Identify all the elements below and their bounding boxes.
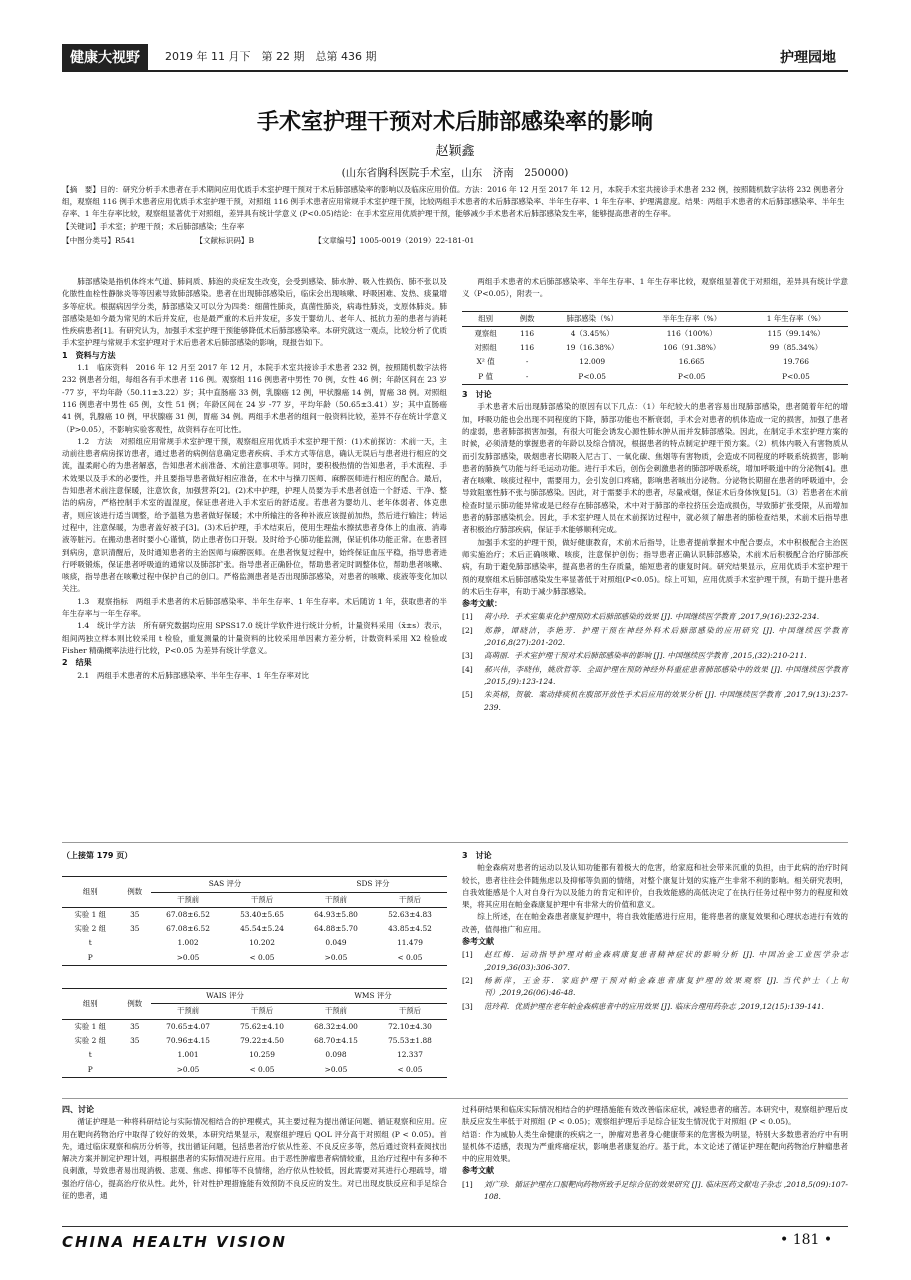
table-cell: 115（99.14%） xyxy=(767,328,825,338)
class-number: 【中图分类号】R541 xyxy=(62,235,136,245)
table-cell: 75.62±4.10 xyxy=(240,1021,284,1031)
table-header: 干预后 xyxy=(250,894,274,904)
reference-item xyxy=(462,625,848,650)
table-cell: 12.337 xyxy=(397,1050,423,1060)
table-cell: 11.479 xyxy=(397,938,423,948)
reference-text: 赵红梅．运动指导护理对帕金森病康复患者精神症状的影响分析 [J]. 中国冶金工业医学杂志 ,2019,36(03):306-307. xyxy=(484,950,848,972)
table-cell: 对照组 xyxy=(474,343,497,353)
reference-number: [4] xyxy=(462,664,473,674)
table-cell: 10.202 xyxy=(249,938,275,948)
table-cell: 1.002 xyxy=(177,938,199,948)
table-cell: - xyxy=(525,357,529,367)
table-cell: 67.08±6.52 xyxy=(166,924,210,934)
issue-info: 2019 年 11 月下 第 22 期 总第 436 期 xyxy=(165,50,377,63)
table-cell: 45.54±5.24 xyxy=(240,924,284,934)
table-cell: 116 xyxy=(520,343,535,353)
table-header: 例数 xyxy=(519,313,535,323)
table-cell: 75.53±1.88 xyxy=(388,1035,432,1045)
reference-text: 杨新萍，王金芬．家庭护理干预对帕金森患者康复护理的效果观察 [J]. 当代护士（上旬刊）,2019,26(06):46-48. xyxy=(484,975,848,998)
table-cell: 10.259 xyxy=(249,1050,275,1060)
reference-number: [1] xyxy=(462,612,473,622)
article-number: 【文章编号】1005-0019（2019）22-181-01 xyxy=(314,235,475,245)
classification-row xyxy=(62,235,848,247)
table-cell: >0.05 xyxy=(176,952,200,962)
table-cell: X² 值 xyxy=(476,357,495,367)
table-cell: 67.08±6.52 xyxy=(166,909,210,919)
section-heading: 四、讨论 xyxy=(62,1105,94,1114)
section-heading: 3 讨论 xyxy=(462,851,492,860)
table-header: 半年生存率（%） xyxy=(662,313,722,323)
paragraph: 1.3 观察指标 两组手术患者的术后肺部感染率、半年生存率、1 年生存率。术后随访 1 年，获取患者的半年生存率与一年生存率。 xyxy=(62,596,447,619)
article-affiliation: (山东省胸科医院手术室，山东 济南 250000) xyxy=(341,167,569,179)
table-cell: 19（16.38%） xyxy=(566,343,619,353)
section-heading: 1 资料与方法 xyxy=(62,350,116,360)
table-row xyxy=(62,1034,447,1048)
table-cell: 0.098 xyxy=(325,1050,347,1060)
table-cell: 116（100%） xyxy=(666,328,717,338)
table-cell: 0.049 xyxy=(325,938,347,948)
reference-item xyxy=(462,611,848,623)
journal-name: 健康大视野 xyxy=(62,44,148,70)
table-cell: 实验 1 组 xyxy=(74,909,107,919)
table-row xyxy=(62,1019,447,1034)
table-cell: 16.665 xyxy=(678,357,705,367)
table-cell xyxy=(119,936,152,950)
article-author: 赵颖鑫 xyxy=(435,144,475,159)
reference-text: 郝兴伟，李晓伟，姚欣哲等．全面护理在预防神经外科重症患者肺部感染中的效果 [J]. 中国继续医学教育 ,2015,(9):123-124. xyxy=(484,664,848,686)
table-cell: < 0.05 xyxy=(397,1064,423,1074)
reference-item xyxy=(462,949,848,974)
table-cell: 43.85±4.52 xyxy=(388,924,432,934)
reference-item xyxy=(462,975,848,1000)
reference-number: [1] xyxy=(462,950,473,960)
references-heading: 参考文献 xyxy=(462,1166,494,1176)
reference-text: 刘广珍．循证护理在口服靶向药物所致手足综合征的效果研究 [J]. 临床医药文献电子杂志 ,2018,5(09):107-108. xyxy=(484,1179,848,1202)
table-cell: < 0.05 xyxy=(249,952,275,962)
table-cell: 12.009 xyxy=(579,357,606,367)
reference-number: [2] xyxy=(462,975,473,985)
table-row xyxy=(62,1063,447,1078)
paragraph: 加强手术室的护理干预，做好健康教育，术前术后指导，让患者提前掌握术中配合要点，术中积极配合主治医师实施治疗；术后正确咳嗽、咳痰，注意保护创伤；指导患者正确认识肺部感染，术前术后积极配合治疗肺部疾病，有助于避免肺部感染率，提高患者的生存质量，缩短患者的康复时间。研究结果显示，应用优质手术室护理干预的观察组术后肺部感染发生率显著低于对照组(P<0.05)。综上可知，应用优质手术室护理干预，有助于提升患者的术后生存率，有助于减少肺部感染。 xyxy=(462,537,848,596)
table-cell: P xyxy=(87,1064,93,1074)
section-name: 护理园地 xyxy=(780,50,836,66)
table-cell: t xyxy=(88,938,92,948)
paragraph: 1.1 临床资料 2016 年 12 月至 2017 年 12 月，本院手术室共接诊手术患者 232 例，按照随机数字法将 232 例患者分组，每组各有手术患者 116 例。观察组 116 例患者中男性 70 例，女性 46 例；年龄区间在 23 岁 -77 岁，平均年龄（50.11±3.22）岁；其中直肠癌 33 例，乳腺癌 12 例，甲状腺癌 14 例，胃癌 38 例。对照组 116 例患者中男性 65 例，女性 51 例；年龄区间在 24 岁 -77 岁，平均年龄（50.65±3.41）岁；其中直肠癌 41 例，乳腺癌 10 例，甲状腺癌 31 例，胃癌 34 例。两组手术患者的组间一般资料比较，差异不存在统计学意义（P>0.05），不影响实验客观性，故资料存在可比性。 xyxy=(62,363,447,434)
table-header: 组别 xyxy=(478,313,494,323)
reference-text: 范玲莉．优质护理在老年帕金森病患者中的应用效果 [J]. 临床合理用药杂志 ,2019,12(15):139-141. xyxy=(484,1001,824,1011)
table-header: SAS 评分 xyxy=(151,877,299,892)
table-row xyxy=(462,326,848,341)
reference-item xyxy=(462,664,848,689)
table-cell: 68.32±4.00 xyxy=(314,1021,358,1031)
lower-right-column xyxy=(462,850,848,1014)
table-cell: 70.96±4.15 xyxy=(166,1035,210,1045)
table-cell: 实验 2 组 xyxy=(74,1035,107,1045)
table-cell: 观察组 xyxy=(474,328,497,338)
keywords: 【关键词】手术室；护理干预；术后肺部感染；生存率 xyxy=(62,221,245,231)
references-heading: 参考文献： xyxy=(462,599,502,609)
table-cell: P 值 xyxy=(478,371,493,381)
table-row xyxy=(62,1048,447,1062)
abstract xyxy=(62,184,848,247)
table-header: SDS 评分 xyxy=(299,877,447,892)
table-cell: 52.63±4.83 xyxy=(388,909,432,919)
table-cell: 68.70±4.15 xyxy=(314,1035,358,1045)
table-cell: 64.93±5.80 xyxy=(314,909,358,919)
table-cell: >0.05 xyxy=(176,1064,200,1074)
table-header: 例数 xyxy=(127,886,143,896)
paragraph: 帕金森病对患者的运动以及认知功能都有着极大的危害，给家庭和社会带来沉重的负担，由于此病的治疗时间较长，患者往往会伴随焦虑以及抑郁等负面的情绪，对整个康复计划的实施产生非常不利的影响。相关研究表明，自我效能感是个人对自身行为以及能力的肯定和评价，自我效能感的高低决定了在执行任务过程中努力的程度和效果，将其应用在帕金森康复护理中有非常大的价值和意义。 xyxy=(462,863,848,910)
table-header: WMS 评分 xyxy=(299,989,447,1004)
sas-sds-table xyxy=(62,876,447,966)
table-cell: t xyxy=(88,1050,92,1060)
section-heading: 3 讨论 xyxy=(462,390,492,400)
table-header: 组别 xyxy=(82,998,98,1008)
abstract-text: 【摘 要】目的：研究分析手术患者在手术期间应用优质手术室护理干预对于术后肺部感染率的影响以及临床应用价值。方法：2016 年 12 月至 2017 年 12 月，本院手术室共接诊手术患者 232 例，按照随机数字法将 232 例患者分组，观察组 116 例手术患者应用优质手术室护理干预，对照组 116 例手术患者应用常规手术室护理干预，比较两组手术患者的术后肺部感染率、半年生存率、1 年生存率、护理满意度。结果：两组手术患者的术后肺部感染率、半年生存率、1 年生存率比较，观察组显著优于对照组，差异具有统计学意义 (P<0.05)结论：在手术室应用优质护理干预，能够减少手术患者术后肺部感染发生率，能够提高患者的生存率。 xyxy=(62,185,845,219)
table-header: 干预前 xyxy=(324,894,348,904)
table-cell xyxy=(119,951,152,966)
reference-item xyxy=(462,1179,848,1204)
table-header: 干预后 xyxy=(398,894,422,904)
table-row xyxy=(462,370,848,385)
table-header: 组别 xyxy=(82,886,98,896)
paragraph: 1.2 方法 对照组应用常规手术室护理干预，观察组应用优质手术室护理干预：(1)术前探访：术前一天，主动前往患者病房探访患者，通过患者的病例信息确定患者疾病、手术方式等信息，确认无误后与患者进行相应的交流，温柔耐心的为患者解惑，告知患者术前准备、术前注意事项等。同时，要积极热情的告知患者，手术流程、手术效果以及手术的必要性，并且要指导患者做好相应准备，在术中与操刀医师、麻醉医师进行相应的配合。最后，告知患者术前注意保暖，注意饮食，加强营养[2]。(2)术中护理，护理人员要为手术患者创造一个舒适、干净、整洁的病房，严格控制手术室的温湿度，保证患者进入手术室后的舒适度。若患者为婴幼儿、老年体弱者、体克患者，则应该进行适当调整，给予温毯为患者做好保暖；术中所输注的各种补液应该提前加热，然后进行输注；转运过程中，注意保暖，为患者盖好被子[3]。(3)术后护理，手术结束后，使用生理盐水擦拭患者身体上的血液、消毒液等脏污。在搬动患者时要小心谨慎，防止患者伤口开裂。及时给予心肺功能监测，保证机体功能正常。在患者回到病房，意识清醒后，及时通知患者的主治医师与麻醉医师。在患者恢复过程中，始终保证血压平稳，指导患者进行呼吸锻炼，保证患者呼吸道的通常以及肺部扩张。指导患者正确卧位，帮助患者定时调整体位，帮助患者咳嗽、咳痰，指导患者在咳嗽过程中保护自己的创口。严格监测患者是否出现肺部感染，对患者的咳嗽、痰液等变化加以关注。 xyxy=(62,436,447,594)
table-header: 例数 xyxy=(127,998,143,1008)
reference-item xyxy=(462,689,848,714)
intro-paragraph: 肺部感染是指机体终末气道、肺间质、肺泡的炎症发生改变，会受到感染、肺水肿、吸入性损伤、肺不张以及化脓性血栓性静脉炎等等因素导致肺部感染。患者在出现肺部感染后，临床会出现咳嗽、呼吸困难、发热、痰量增多等症状。根据病因学分类，肺部感染又可以分为四类：细菌性肺炎，真菌性肺炎，病毒性肺炎，支原体肺炎。肺部感染是如今最为常见的术后并发症，也是最严重的术后并发症，多发于婴幼儿、老年人、抵抗力差的患者与消耗性疾病患者[1]。有研究认为，加强手术室护理干预能够降低术后肺部感染率。本研究就这一观点，比较分析了优质手术室护理与常规手术室护理对于术后患者术后肺部感染的影响，现报告如下。 xyxy=(62,277,447,348)
table-header: 干预前 xyxy=(176,1006,200,1016)
table-cell: 116 xyxy=(520,328,535,338)
table-cell: 64.88±5.70 xyxy=(314,924,358,934)
bottom-left-column xyxy=(62,1104,447,1202)
left-column xyxy=(62,276,447,682)
reference-number: [2] xyxy=(462,625,473,635)
table-row xyxy=(62,951,447,966)
table-cell: P xyxy=(87,952,93,962)
table-row xyxy=(62,936,447,950)
table-header-row xyxy=(62,989,447,1004)
table-cell: P<0.05 xyxy=(677,371,706,381)
table-cell: 99（85.34%） xyxy=(769,343,823,353)
reference-item xyxy=(462,650,848,662)
reference-text: 高萌丽．手术室护理干预对术后肺部感染率的影响 [J]. 中国继续医学教育 ,2015,(32):210-211. xyxy=(484,651,807,661)
table-cell: < 0.05 xyxy=(397,952,423,962)
table-row xyxy=(62,907,447,922)
table-cell: 实验 1 组 xyxy=(74,1021,107,1031)
table-cell: - xyxy=(525,371,529,381)
table-header: WAIS 评分 xyxy=(151,989,299,1004)
reference-number: [3] xyxy=(462,651,473,661)
reference-text: 郑静，谭晓洁，李艳芳．护理干预在神经外科术后肺部感染的应用研究 [J]. 中国继续医学教育 ,2016,8(27):201-202. xyxy=(484,625,848,648)
table-cell: 79.22±4.50 xyxy=(240,1035,284,1045)
continued-note: （上接第 179 页） xyxy=(62,851,133,860)
paragraph: 过科研结果和临床实际情况相结合的护理措施能有效改善临床症状，减轻患者的痛苦。本研究中，观察组护理后皮肤反应发生率低于对照组 (P < 0.05)；观察组护理后手足综合征发生情况优于对照组 (P < 0.05)。 xyxy=(462,1105,848,1127)
paragraph: 综上所述，在在帕金森患者康复护理中，将自我效能感进行应用，能将患者的康复效果和心理状态进行有效的改善，值得推广和应用。 xyxy=(462,912,848,934)
table-cell: 53.40±5.65 xyxy=(240,909,284,919)
footer-rule xyxy=(62,1226,848,1227)
section-heading: 2 结果 xyxy=(62,658,92,668)
reference-text: 荷小玲．手术室集束化护理预防术后肺部感染的效果 [J]. 中国继续医学教育 ,2017,9(16):232-234. xyxy=(484,612,820,622)
table-header: 干预后 xyxy=(398,1006,422,1016)
table-header: 1 年生存率（%） xyxy=(766,313,826,323)
table-cell: 19.766 xyxy=(783,357,809,367)
table-cell: 35 xyxy=(130,909,140,919)
table-cell xyxy=(119,1063,152,1078)
table-cell: 35 xyxy=(130,924,140,934)
table-row xyxy=(462,355,848,369)
table-header-row xyxy=(462,311,848,326)
reference-number: [5] xyxy=(462,690,473,700)
paragraph: 2.1 两组手术患者的术后肺部感染率、半年生存率、1 年生存率对比 xyxy=(77,670,310,680)
doc-code: 【文献标识码】B xyxy=(195,235,255,245)
table-header-row xyxy=(62,877,447,892)
table-cell: 35 xyxy=(130,1021,140,1031)
reference-item xyxy=(462,1001,848,1013)
results-table xyxy=(462,311,848,385)
table-cell: 实验 2 组 xyxy=(74,924,107,934)
table-cell: 4（3.45%） xyxy=(570,328,614,338)
references-heading: 参考文献 xyxy=(462,937,494,947)
paragraph: 手术患者术后出现肺部感染的原因有以下几点：（1）年纪较大的患者容易出现肺部感染，患者随着年纪的增加，呼吸功能也会出现不同程度的下降，肺部功能也不断衰弱，手术会对患者的机体造成一定的损害，加强了患者的虚弱，患者肺部损害加强，有很大可能会诱发心源性肺水肿从而并发肺部感染。因此，在制定手术室护理方案的时候，必须清楚的掌握患者的年龄以及综合情况，根据患者的特点制定护理干预方案。（2）机体内吸入有害物质从而引发肺部感染，吸烟患者长期吸入尼古丁、一氧化碳、焦烟等有害物质，会造成不同程度的呼吸系统损害，影响患者的肺换气功能与纤毛运动功能。进行手术后，创伤会刺激患者的肺部呼吸系统，增加呼吸道中的分泌物[4]。患者在咳嗽、咳痰过程中，需要用力，会引发创口疼痛，影响患者咳出分泌物。分泌物长期留在患者的呼吸道中，会导致阻塞性肺不张与肺部感染。因此，对于需要手术的患者，尽量戒烟，保证术后身体恢复[5]。（3）若患者在术前检查时显示肺功能异常或是已经存在肺部感染，术中对于肺部的牵拉挤压会造成损伤，导致肺扩张受限，从而增加患者的肺部感染机会。因此，手术室护理人员在术前探访过程中，就必须了解患者的肺检查结果，术前术后指导患者积极治疗肺部疾病，保证手术能够顺利完成。 xyxy=(462,402,848,535)
table-header: 肺部感染（%） xyxy=(566,313,618,323)
header-rule xyxy=(62,70,848,72)
section-divider xyxy=(62,842,848,843)
wais-wms-table xyxy=(62,988,447,1078)
table-header: 干预前 xyxy=(176,894,200,904)
table-row xyxy=(462,341,848,355)
article-title: 手术室护理干预对术后肺部感染率的影响 xyxy=(256,109,653,135)
bottom-right-column xyxy=(462,1104,848,1204)
table-cell: 70.65±4.07 xyxy=(166,1021,210,1031)
table-cell: P<0.05 xyxy=(782,371,810,381)
page-number: • 181 • xyxy=(780,1232,833,1248)
table-cell: 106（91.38%） xyxy=(663,343,721,353)
table-cell xyxy=(119,1048,152,1062)
table-row xyxy=(62,922,447,936)
table-cell: P<0.05 xyxy=(578,371,606,381)
section-divider xyxy=(62,1098,848,1099)
table-header: 干预后 xyxy=(250,1006,274,1016)
table-cell: >0.05 xyxy=(324,1064,348,1074)
right-column xyxy=(462,276,848,715)
table-cell: 72.10±4.30 xyxy=(388,1021,432,1031)
table-header: 干预前 xyxy=(324,1006,348,1016)
reference-number: [3] xyxy=(462,1001,473,1011)
paragraph: 两组手术患者的术后肺部感染率、半年生存率、1 年生存率比较，观察组显著优于对照组，差异具有统计学意义（P<0.05），附表一。 xyxy=(462,277,848,299)
paragraph: 循证护理是一种将科研结论与实际情况相结合的护理模式，其主要过程为提出循证问题、循证观察和应用。应用在靶向药物治疗中取得了较好的效果，本研究结果显示，观察组护理后 QOL 评分高于对照组 (P < 0.05)。首先，通过临床观察和病历分析等，找出循证问题，包括患者治疗依从性差、不良反应多等，然后通过资料查阅找出解决方案并制定护理计划，再根据患者的实际情况进行应用。由于恶性肿瘤患者病情较重，且治疗过程中有多种不良刺激，导致患者易出现消极、悲观、焦虑、抑郁等不良情绪，治疗依从性较低，因此需要对其进行心理疏导，增强治疗信心，提高治疗依从性。此外，针对性护理措施能有效预防不良反应的发生。对已出现皮肤反应和手足综合征的患者，通 xyxy=(62,1117,447,1201)
table-cell: < 0.05 xyxy=(249,1064,275,1074)
reference-text: 朱英榕，贺敏．案动排痰机在腹部开放性手术后应用的效果分析 [J]. 中国继续医学教育 ,2017,9(13):237-239. xyxy=(484,690,848,712)
footer-brand: CHINA HEALTH VISION xyxy=(62,1233,287,1251)
paragraph: 1.4 统计学方法 所有研究数据均应用 SPSS17.0 统计学软件进行统计分析，计量资料采用（x̄±s）表示，组间两独立样本则比较采用 t 检验，重复测量的计量资料的比较采用单因素方差分析，计数资料采用 X2 检验或 Fisher 精确概率法进行比较，P<0.05 为差异有统计学意义。 xyxy=(62,621,447,655)
table-cell: 1.001 xyxy=(177,1050,199,1060)
conclusion: 结语：作为威胁人类生命健康的疾病之一，肿瘤对患者身心健康带来的危害极为明显，特别大多数患者治疗中有明显机体不适感，表现为严重疼痛症状，影响患者康复治疗。基于此，本文论述了循证护理在靶向药物治疗肿瘤患者中的应用效果。 xyxy=(462,1129,848,1164)
table-cell: 35 xyxy=(130,1035,140,1045)
table-cell: >0.05 xyxy=(324,952,348,962)
continued-section xyxy=(62,850,447,1078)
reference-number: [1] xyxy=(462,1179,473,1189)
